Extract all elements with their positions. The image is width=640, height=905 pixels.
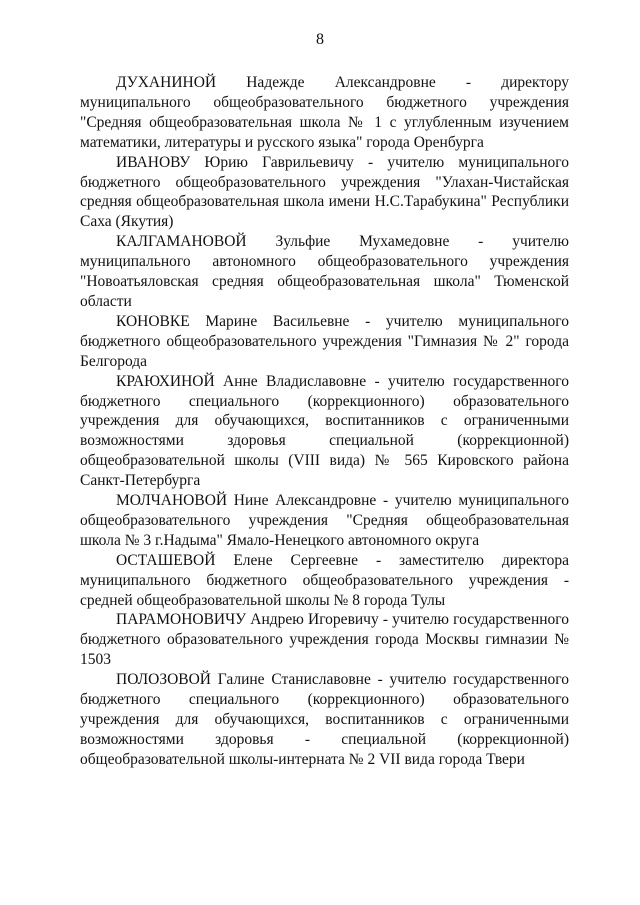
award-list [80, 73, 569, 770]
list-item: КАЛГАМАНОВОЙ Зульфие Мухамедовне - учителю муниципального автономного общеобразовательного учреждения "Новоатьяловская средняя общеобразовательная школа" Тюменской области [80, 233, 569, 310]
list-item: ИВАНОВУ Юрию Гаврильевичу - учителю муниципального бюджетного общеобразовательного учреждения "Улахан-Чистайская средняя общеобразовательная школа имени Н.С.Тарабукина" Республики Саха (Якутия) [80, 153, 569, 231]
list-item: ПОЛОЗОВОЙ Галине Станиславовне - учителю государственного бюджетного специального (коррекционного) образовательного учреждения для обучающихся, воспитанников с ограниченными возможностями здоровья - специальной (коррекционной) общеобразовательной школы-интерната № 2 VII вида города Твери [80, 671, 569, 768]
list-item: МОЛЧАНОВОЙ Нине Александровне - учителю муниципального общеобразовательного учреждения "Средняя общеобразовательная школа № 3 г.Надыма" Ямало-Ненецкого автономного округа [80, 492, 569, 549]
page-number: 8 [316, 31, 324, 48]
list-item: ДУХАНИНОЙ Надежде Александровне - директору муниципального общеобразовательного бюджетного учреждения "Средняя общеобразовательная школа № 1 с углубленным изучением математики, литературы и русского языка" города Оренбурга [80, 74, 569, 151]
list-item: ОСТАШЕВОЙ Елене Сергеевне - заместителю директора муниципального бюджетного общеобразовательного учреждения - средней общеобразовательной школы № 8 города Тулы [80, 551, 569, 609]
list-item: ПАРАМОНОВИЧУ Андрею Игоревичу - учителю государственного бюджетного образовательного учреждения города Москвы гимназии № 1503 [80, 611, 569, 669]
list-item: КРАЮХИНОЙ Анне Владиславовне - учителю государственного бюджетного специального (коррекционного) образовательного учреждения для обучающихся, воспитанников с ограниченными возможностями здоровья специальной (коррекционной) общеобразовательной школы (VIII вида) № 565 Кировского района Санкт-Петербурга [80, 372, 569, 490]
list-item: КОНОВКЕ Марине Васильевне - учителю муниципального бюджетного общеобразовательного учреждения "Гимназия № 2" города Белгорода [80, 312, 569, 370]
